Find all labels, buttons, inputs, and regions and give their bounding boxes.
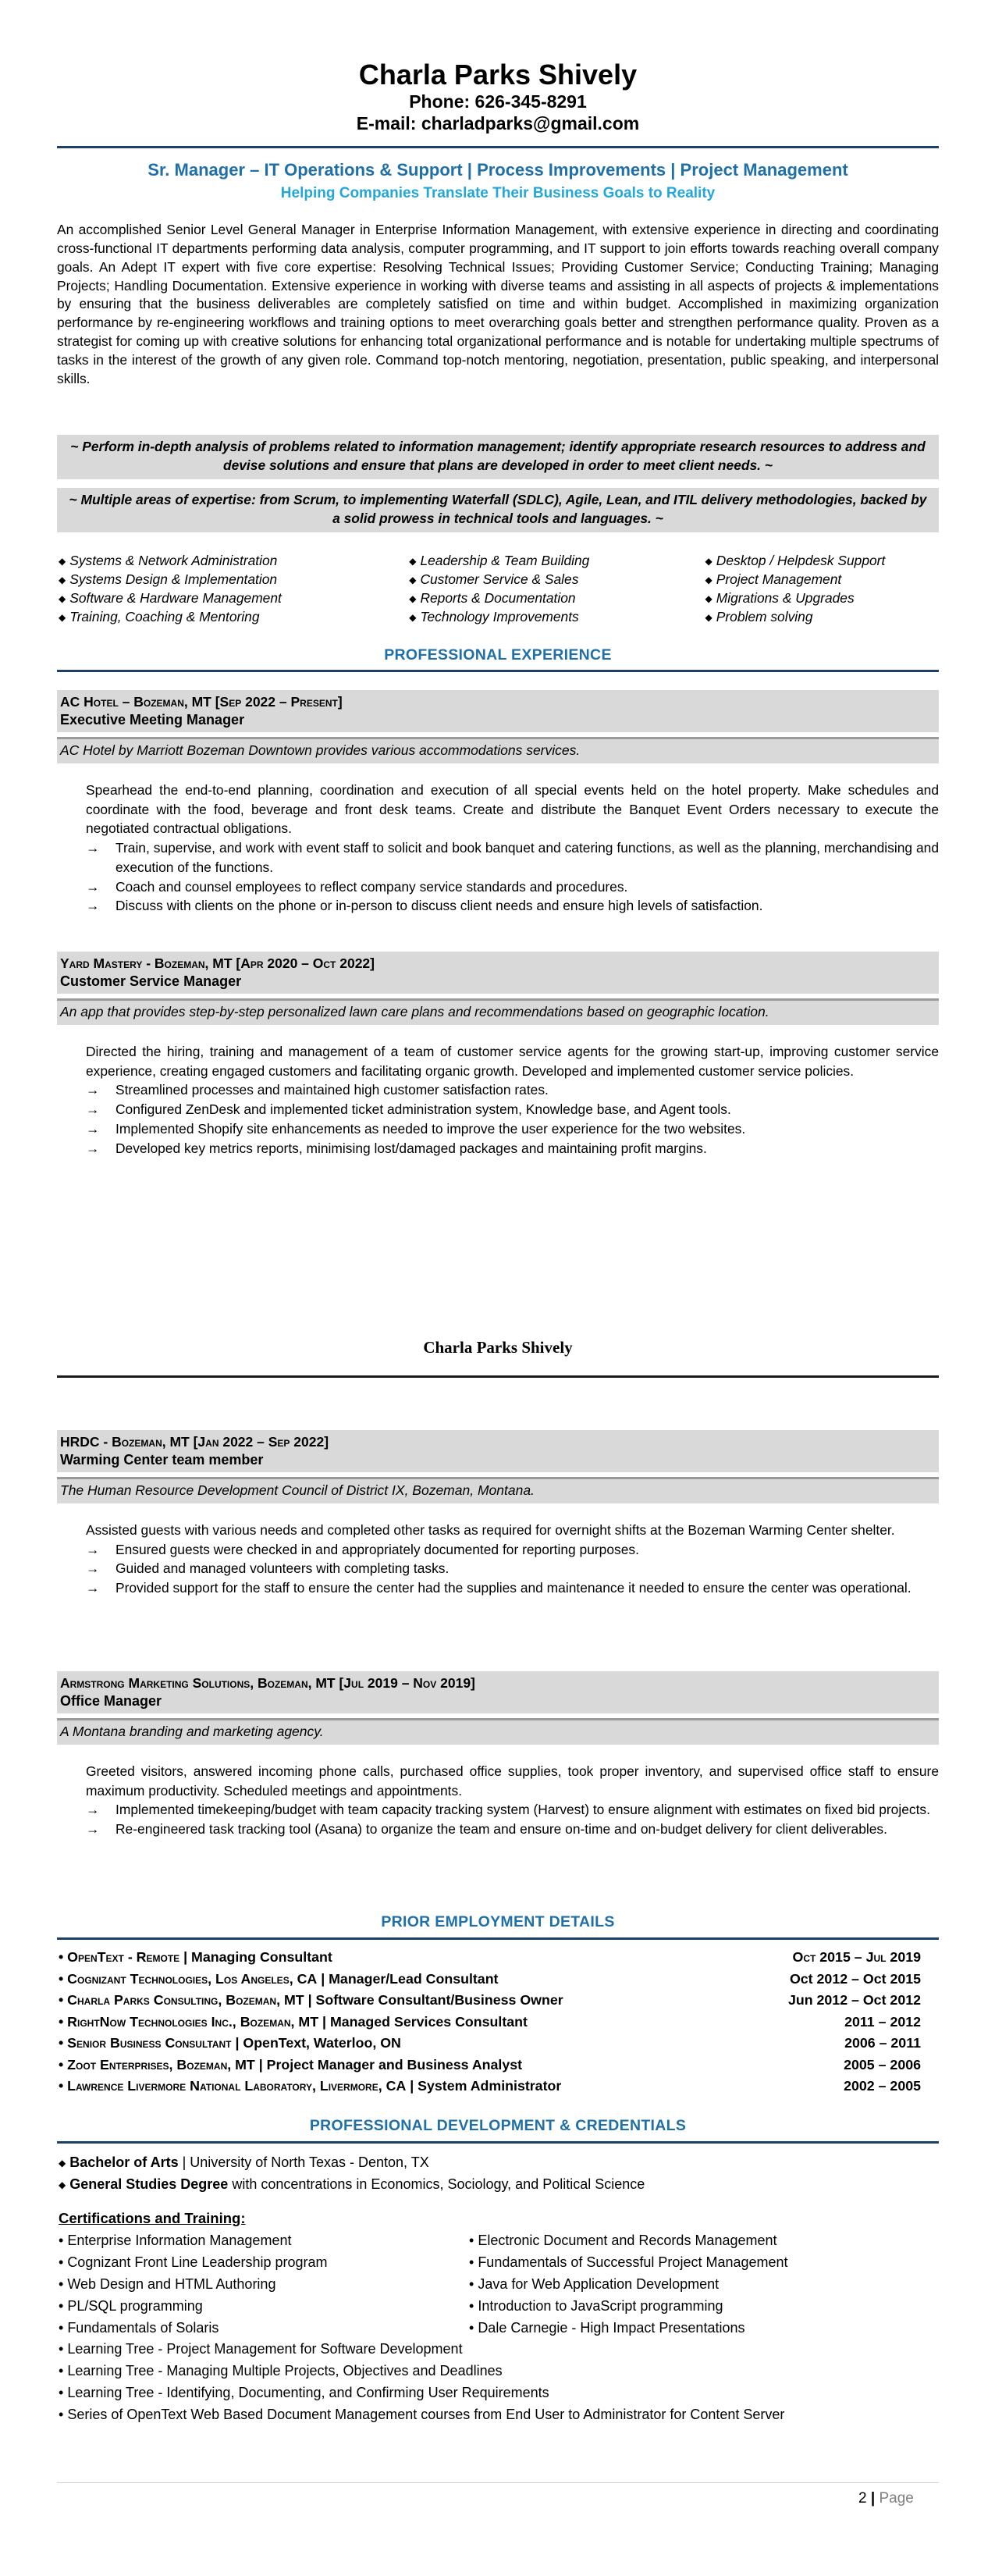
prior-title: Project Manager and Business Analyst [266,2056,523,2073]
job-bullets [86,1800,939,1838]
footer-separator: | [870,2490,876,2507]
skill-item: ◆ Software & Hardware Management [59,589,282,606]
diamond-bullet-icon: ◆ [59,2158,66,2169]
certifications-title: Certifications and Training: [59,2210,246,2226]
certifications-grid [59,2230,939,2339]
prior-divider [57,1937,939,1940]
development-divider [57,2141,939,2144]
prior-row: • Lawrence Livermore National Laboratory, Livermore, CA | System Administrator 2002 – 2005 [59,2076,921,2097]
prior-title: Managed Services Consultant [329,2013,528,2030]
diamond-bullet-icon: ◆ [705,574,712,585]
prior-row: • OpenText - Remote | Managing Consultant Oct 2015 – Jul 2019 [59,1947,921,1969]
skills-grid [59,552,939,626]
diamond-bullet-icon: ◆ [409,611,417,623]
job-company: AC Hotel – Bozeman, MT [Sep 2022 – Present] [60,694,343,710]
list-item: → Re-engineered task tracking tool (Asana) to organize the team and ensure on-time and on-budget delivery for client deliverables. [86,1820,939,1839]
job-description: A Montana branding and marketing agency. [57,1718,939,1745]
skills-column-1 [59,552,409,626]
skill-item: ◆ Problem solving [705,608,813,624]
job-intro: Directed the hiring, training and management of a team of customer service agents for the growing start-up, improving customer service experience, creating engaged customers and facilitating organic growth. Developed and implemented customer service policies. [86,1044,939,1079]
skill-item: ◆ Leadership & Team Building [409,553,590,568]
section-title-prior: PRIOR EMPLOYMENT DETAILS [381,1913,615,1930]
skill-item: ◆ Customer Service & Sales [409,571,579,587]
prior-org: OpenText - Remote [67,1949,180,1965]
list-item: • Introduction to JavaScript programming [469,2297,723,2314]
arrow-bullet-icon: → [86,1140,100,1156]
certifications-column-1 [59,2230,469,2339]
page-footer [858,2489,914,2509]
diamond-bullet-icon: ◆ [59,2179,66,2191]
list-item: → Implemented timekeeping/budget with team capacity tracking system (Harvest) to ensure alignment with estimates on fixed bid projects. [86,1800,939,1820]
job-company: Yard Mastery - Bozeman, MT [Apr 2020 – Oct 2022] [60,955,375,971]
skills-column-2 [409,552,705,626]
diamond-bullet-icon: ◆ [59,592,66,604]
job-details [86,1521,939,1598]
prior-row: • RightNow Technologies Inc., Bozeman, MT | Managed Services Consultant 2011 – 2012 [59,2012,921,2033]
list-item: → Provided support for the staff to ensure the center had the supplies and maintenance it needed to ensure the center was operational. [86,1578,939,1598]
skill-item: ◆ Project Management [705,571,842,587]
list-item: → Discuss with clients on the phone or in-person to discuss client needs and ensure high levels of satisfaction. [86,896,939,916]
skill-item: ◆ Technology Improvements [409,608,579,624]
arrow-bullet-icon: → [86,1541,100,1557]
job-role: Customer Service Manager [60,973,242,989]
list-item: • Learning Tree - Project Management for Software Development [59,2341,463,2357]
prior-org: Zoot Enterprises, Bozeman, MT [67,2056,255,2073]
job-role: Warming Center team member [60,1451,264,1468]
list-item: → Ensured guests were checked in and appropriately documented for reporting purposes. [86,1540,939,1560]
prior-title: Software Consultant/Business Owner [315,1992,563,2008]
list-item: → Developed key metrics reports, minimising lost/damaged packages and maintaining profit margins. [86,1139,939,1158]
job-bullets [86,1080,939,1158]
page-label: Page [879,2490,914,2507]
list-item: • Cognizant Front Line Leadership program [59,2254,328,2270]
list-item: • Enterprise Information Management [59,2233,292,2248]
prior-row: • Charla Parks Consulting, Bozeman, MT | Software Consultant/Business Owner Jun 2012 – Oct 2012 [59,1990,921,2012]
job-intro: Assisted guests with various needs and completed other tasks as required for overnight shifts at the Bozeman Warming Center shelter. [86,1522,895,1538]
diamond-bullet-icon: ◆ [705,592,712,604]
job-header-yard-mastery [57,952,939,994]
arrow-bullet-icon: → [86,1101,100,1118]
prior-dates: Oct 2015 – Jul 2019 [792,1949,921,1965]
prior-dates: 2005 – 2006 [844,2056,921,2073]
job-intro: Spearhead the end-to-end planning, coordination and execution of all special events held on the hotel property. Make schedules and coordinate with the food, beverage and front desk teams. Create and distribute the Banquet Event Orders necessary to execute the negotiated contractual obligations. [86,782,939,837]
headline-tagline: Helping Companies Translate Their Business Goals to Reality [280,185,716,201]
experience-divider [57,670,939,672]
prior-row: • Senior Business Consultant | OpenText, Waterloo, ON 2006 – 2011 [59,2033,921,2055]
list-item: → Configured ZenDesk and implemented ticket administration system, Knowledge base, and Agent tools. [86,1100,939,1119]
footer-divider [57,2482,939,2483]
list-item: • Dale Carnegie - High Impact Presentations [469,2319,745,2336]
list-item: • Web Design and HTML Authoring [59,2275,276,2292]
list-item: → Implemented Shopify site enhancements as needed to improve the user experience for the two websites. [86,1119,939,1139]
job-details [86,1042,939,1158]
skill-item: ◆ Reports & Documentation [409,589,576,606]
list-item: → Coach and counsel employees to reflect company service standards and procedures. [86,877,939,897]
degrees-list [59,2151,939,2196]
job-bullets [86,1540,939,1598]
job-company: Armstrong Marketing Solutions, Bozeman, MT [Jul 2019 – Nov 2019] [60,1675,475,1691]
diamond-bullet-icon: ◆ [409,592,417,604]
job-description: The Human Resource Development Council of District IX, Bozeman, Montana. [57,1477,939,1503]
prior-row: • Cognizant Technologies, Los Angeles, CA | Manager/Lead Consultant Oct 2012 – Oct 2015 [59,1969,921,1991]
prior-org: RightNow Technologies Inc., Bozeman, MT [67,2013,319,2030]
certifications-column-2 [469,2230,937,2339]
skill-item: ◆ Systems & Network Administration [59,553,278,568]
prior-title: OpenText, Waterloo, ON [243,2035,401,2051]
list-item: • Electronic Document and Records Management [469,2233,777,2248]
prior-row: • Zoot Enterprises, Bozeman, MT | Project Manager and Business Analyst 2005 – 2006 [59,2055,921,2076]
job-header-hrdc [57,1430,939,1472]
job-intro: Greeted visitors, answered incoming phone calls, purchased office supplies, took proper inventory, and supervised office staff to ensure maximum productivity. Scheduled meetings and appointments. [86,1763,939,1799]
callout-expertise: ~ Multiple areas of expertise: from Scrum, to implementing Waterfall (SDLC), Agile, Lean, and ITIL delivery methodologies, backed by a solid prowess in technical tools and languages. ~ [57,488,939,532]
prior-employment-list [59,1947,921,2097]
list-item: • Fundamentals of Solaris [59,2319,219,2336]
diamond-bullet-icon: ◆ [705,611,712,623]
skill-item: ◆ Training, Coaching & Mentoring [59,608,260,624]
list-item: • PL/SQL programming [59,2297,203,2314]
summary-paragraph: An accomplished Senior Level General Manager in Enterprise Information Management, with extensive experience in directing and coordinating cross-functional IT departments performing data analysis, computer programming, and IT support to join efforts towards reaching overall company goals. An Adept IT expert with five core expertise: Resolving Technical Issues; Providing Customer Service; Conducting Training; Managing Projects; Handling Documentation. Extensive experience in working with diverse teams and assisting in all aspects of projects & implementations by ensuring that the business deliverables are completely satisfied on time and within budget. Accomplished in maximizing organization performance by re-engineering workflows and training options to meet overarching goals better and strengthen performance quality. Proven as a strategist for coming up with creative solutions for enhancing total organizational performance and is notable for undertaking multiple spectrums of tasks in the interest of the growth of any given role. Command top-notch mentoring, negotiation, presentation, public speaking, and interpersonal skills. [57,222,939,386]
diamond-bullet-icon: ◆ [409,574,417,585]
job-role: Office Manager [60,1692,162,1709]
list-item: • Fundamentals of Successful Project Management [469,2254,788,2270]
phone: Phone: 626-345-8291 [409,91,587,112]
section-title-experience: PROFESSIONAL EXPERIENCE [384,646,612,664]
diamond-bullet-icon: ◆ [59,556,66,567]
skill-item: ◆ Migrations & Upgrades [705,589,855,606]
page2-header-divider [57,1375,939,1378]
skills-column-3 [705,552,939,626]
prior-title: Managing Consultant [191,1949,332,1965]
arrow-bullet-icon: → [86,1560,100,1577]
candidate-name: Charla Parks Shively [358,59,638,91]
diamond-bullet-icon: ◆ [705,556,712,567]
job-description: An app that provides step-by-step personalized lawn care plans and recommendations based on geographic location. [57,998,939,1025]
resume-header [57,59,939,135]
arrow-bullet-icon: → [86,878,100,895]
list-item: • Java for Web Application Development [469,2275,720,2292]
diamond-bullet-icon: ◆ [59,611,66,623]
prior-dates: 2006 – 2011 [844,2035,921,2051]
job-header-armstrong [57,1671,939,1713]
prior-org: Charla Parks Consulting, Bozeman, MT [67,1992,304,2008]
arrow-bullet-icon: → [86,1821,100,1838]
job-description: AC Hotel by Marriott Bozeman Downtown provides various accommodations services. [57,737,939,763]
prior-org: Lawrence Livermore National Laboratory, Livermore, CA [67,2078,407,2094]
diamond-bullet-icon: ◆ [409,556,417,567]
arrow-bullet-icon: → [86,1082,100,1098]
arrow-bullet-icon: → [86,898,100,914]
prior-org: Senior Business Consultant [67,2035,232,2051]
arrow-bullet-icon: → [86,1580,100,1596]
prior-org: Cognizant Technologies, Los Angeles, CA [67,1970,318,1987]
prior-title: Manager/Lead Consultant [329,1970,499,1987]
job-details [86,781,939,916]
section-title-development: PROFESSIONAL DEVELOPMENT & CREDENTIALS [309,2117,687,2134]
list-item: • Learning Tree - Identifying, Documenting, and Confirming User Requirements [59,2385,549,2401]
skill-item: ◆ Systems Design & Implementation [59,571,278,587]
certifications-list [59,2230,939,2426]
diamond-bullet-icon: ◆ [59,574,66,585]
list-item: → Streamlined processes and maintained high customer satisfaction rates. [86,1080,939,1100]
prior-dates: Jun 2012 – Oct 2012 [787,1992,921,2008]
list-item: → Guided and managed volunteers with completing tasks. [86,1559,939,1578]
page-number: 2 [858,2490,867,2507]
job-bullets [86,838,939,916]
arrow-bullet-icon: → [86,840,100,856]
job-role: Executive Meeting Manager [60,711,245,728]
callout-analysis: ~ Perform in-depth analysis of problems related to information management; identify appropriate research resources to address and devise solutions and ensure that plans are developed in order to meet client needs. ~ [57,435,939,479]
list-item: → Train, supervise, and work with event staff to solicit and book banquet and catering functions, as well as the planning, merchandising and execution of the functions. [86,840,939,875]
page2-header-name: Charla Parks Shively [423,1338,573,1357]
arrow-bullet-icon: → [86,1120,100,1137]
headline-title: Sr. Manager – IT Operations & Support | Process Improvements | Project Management [147,160,848,180]
job-header-ac-hotel [57,690,939,732]
prior-dates: 2002 – 2005 [844,2078,921,2094]
prior-dates: 2011 – 2012 [844,2013,921,2030]
prior-title: System Administrator [418,2078,562,2094]
job-company: HRDC - Bozeman, MT [Jan 2022 – Sep 2022] [60,1434,329,1450]
list-item: • Learning Tree - Managing Multiple Projects, Objectives and Deadlines [59,2363,503,2379]
job-details [86,1762,939,1839]
list-item: • Series of OpenText Web Based Document Management courses from End User to Administrator for Content Server [59,2407,785,2423]
degree-item: ◆ General Studies Degree with concentrations in Economics, Sociology, and Political Science [59,2176,645,2193]
skill-item: ◆ Desktop / Helpdesk Support [705,553,886,568]
email: E-mail: charladparks@gmail.com [356,113,640,134]
degree-item: ◆ Bachelor of Arts | University of North Texas - Denton, TX [59,2154,429,2170]
prior-dates: Oct 2012 – Oct 2015 [789,1970,921,1987]
arrow-bullet-icon: → [86,1802,100,1818]
header-divider [57,146,939,148]
